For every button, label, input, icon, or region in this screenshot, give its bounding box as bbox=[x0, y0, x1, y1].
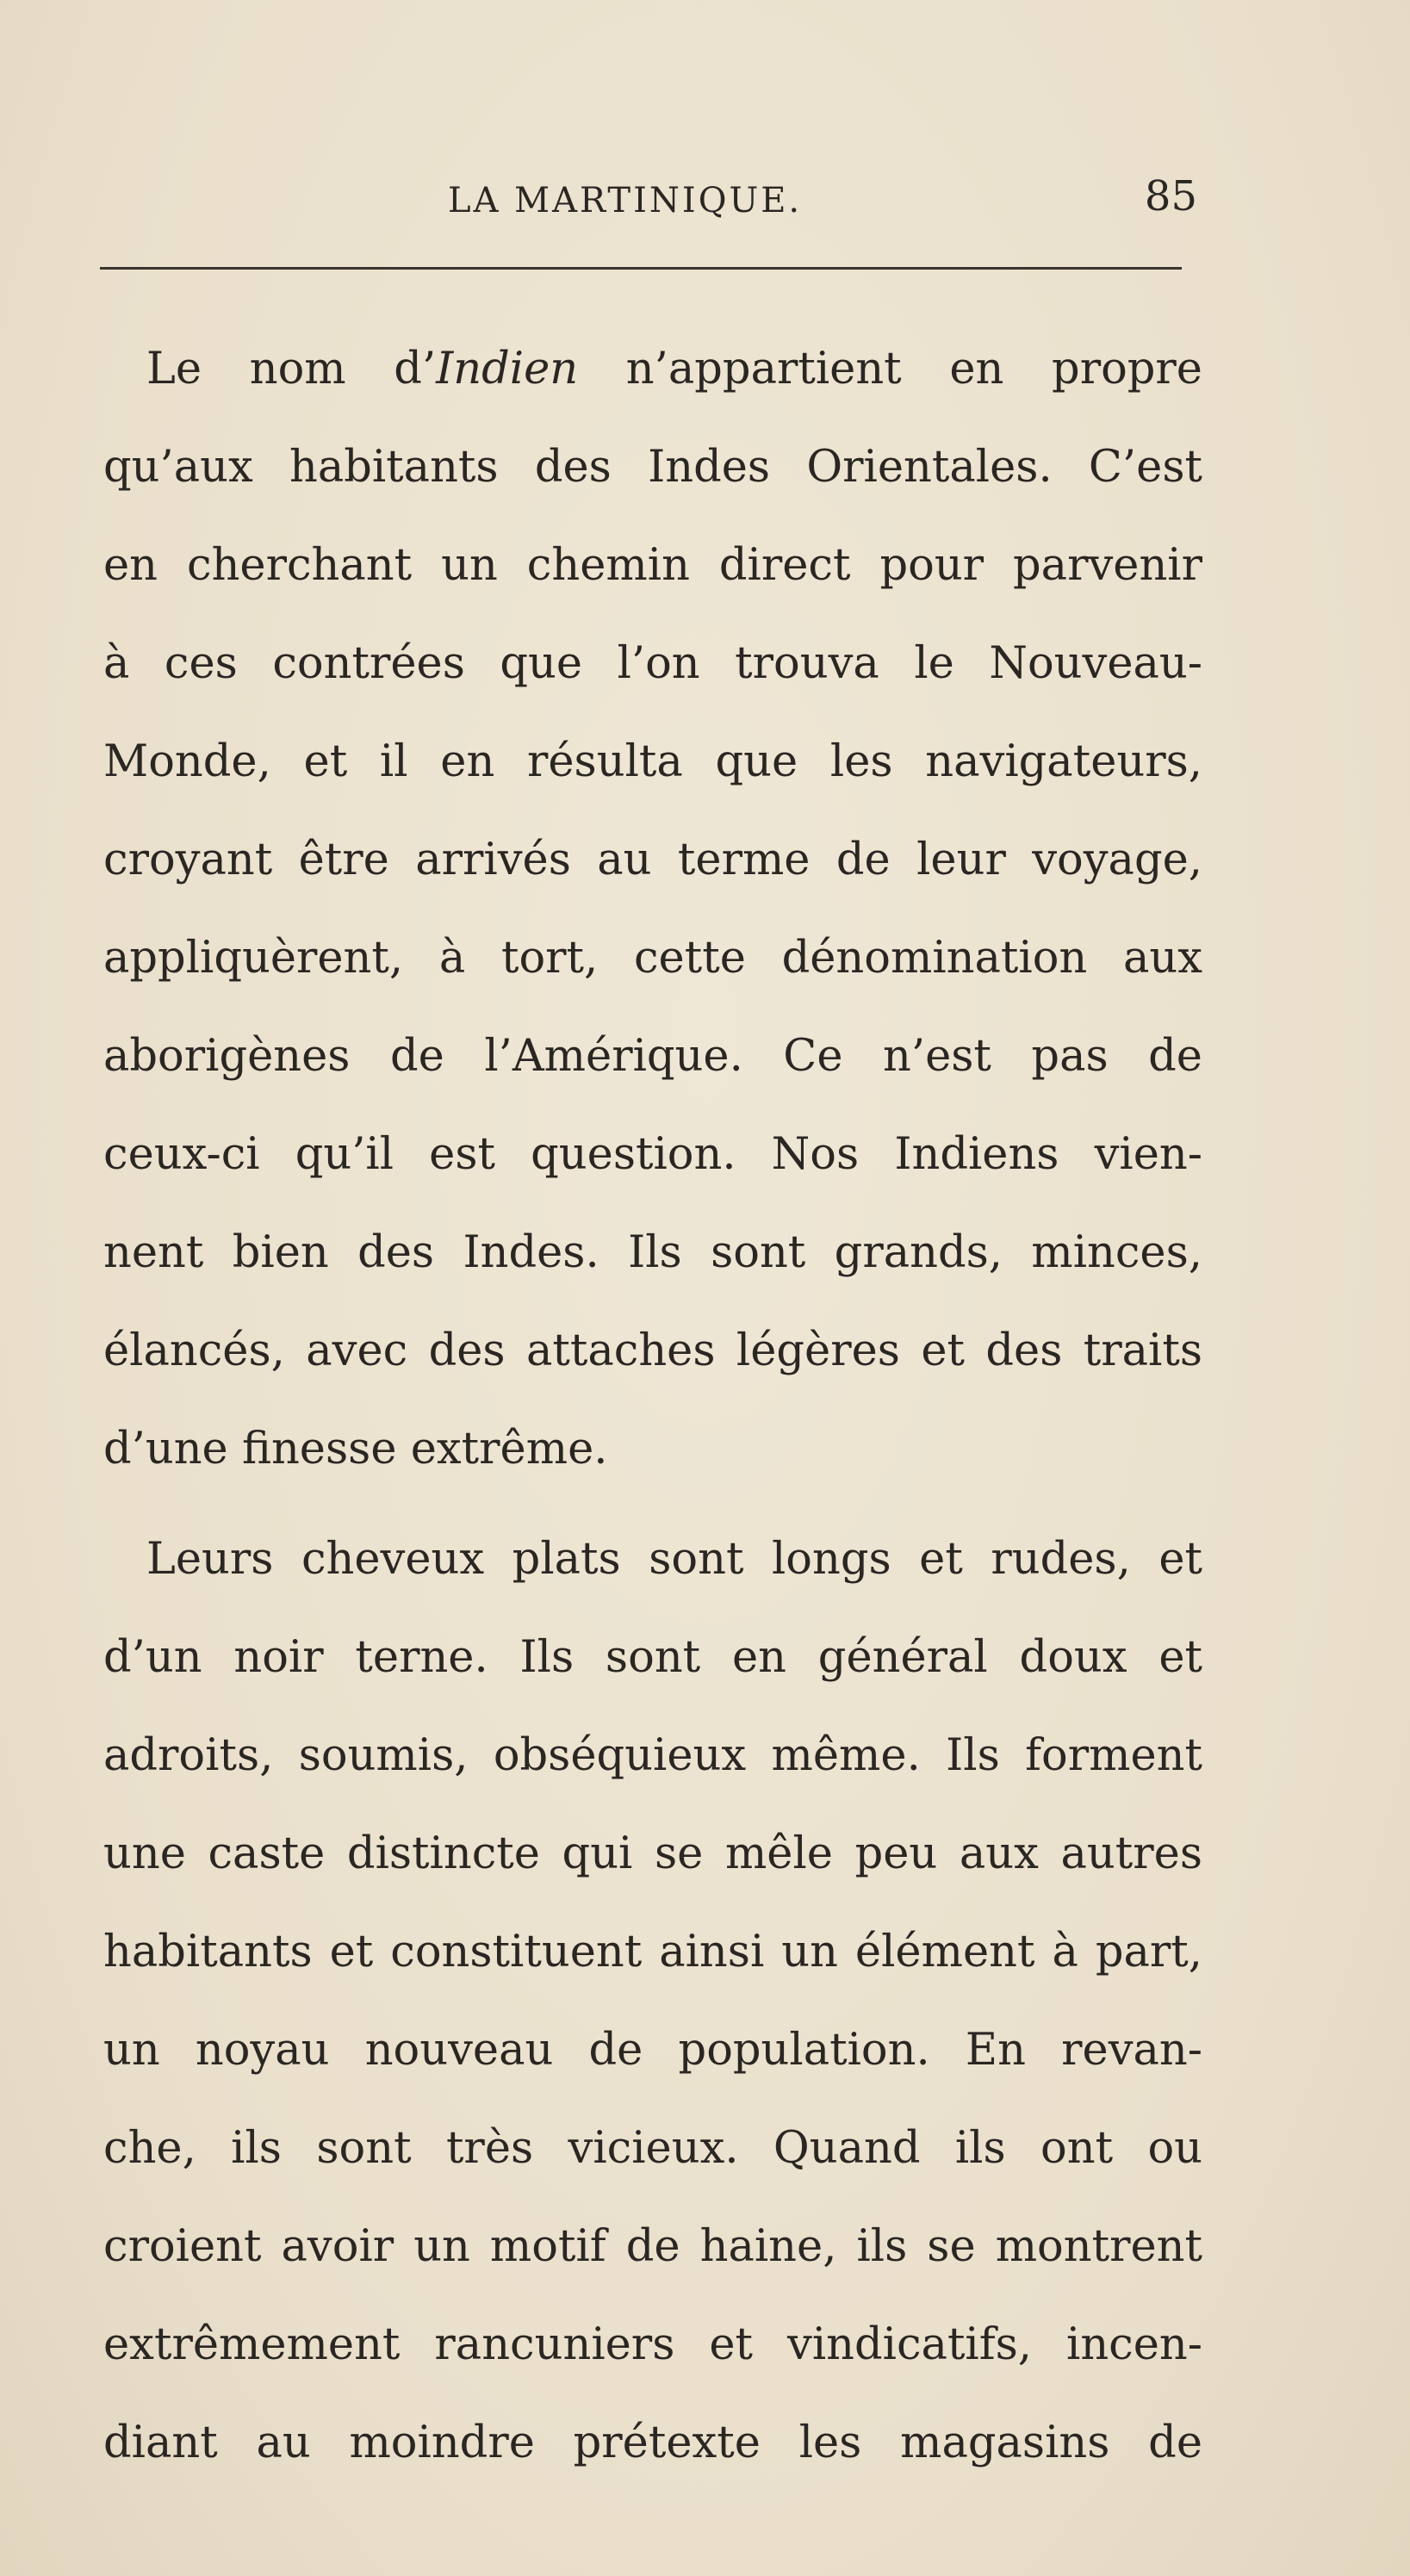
text-line: appliquèrent, à tort, cette dénomination aux bbox=[103, 933, 1202, 984]
text-line: Le nom d’Indien n’appartient en propre bbox=[146, 344, 1202, 394]
text-line: che, ils sont très vicieux. Quand ils ont ou bbox=[103, 2123, 1202, 2174]
body-text bbox=[103, 320, 1202, 2492]
text-line: aborigènes de l’Amérique. Ce n’est pas de bbox=[103, 1031, 1202, 1082]
paragraph-1 bbox=[103, 320, 1202, 1499]
text-line: à ces contrées que l’on trouva le Nouveau- bbox=[103, 638, 1202, 689]
text-line: Monde, et il en résulta que les navigateurs, bbox=[103, 736, 1202, 787]
text-line: élancés, avec des attaches légères et des traits bbox=[103, 1325, 1202, 1376]
text-line: extrêmement rancuniers et vindicatifs, incen- bbox=[103, 2319, 1202, 2370]
text-line: en cherchant un chemin direct pour parvenir bbox=[103, 540, 1202, 591]
text-line: un noyau nouveau de population. En revan- bbox=[103, 2025, 1202, 2076]
text-line: adroits, soumis, obséquieux même. Ils forment bbox=[103, 1730, 1202, 1781]
text-line: croyant être arrivés au terme de leur voyage, bbox=[103, 835, 1202, 885]
paragraph-2 bbox=[103, 1511, 1202, 2492]
text-line: d’une finesse extrême. bbox=[103, 1424, 608, 1474]
italic-word: Indien bbox=[436, 344, 579, 394]
text-line: d’un noir terne. Ils sont en général doux et bbox=[103, 1632, 1202, 1683]
text-line: ceux-ci qu’il est question. Nos Indiens vien- bbox=[103, 1129, 1202, 1180]
page-number: 85 bbox=[1144, 172, 1197, 220]
text-line: diant au moindre prétexte les magasins de bbox=[103, 2418, 1202, 2468]
running-head bbox=[103, 172, 1197, 224]
text-line: une caste distincte qui se mêle peu aux autres bbox=[103, 1828, 1202, 1879]
text-line: habitants et constituent ainsi un élément à part, bbox=[103, 1927, 1202, 1977]
running-title: LA MARTINIQUE. bbox=[448, 181, 803, 220]
text-line: croient avoir un motif de haine, ils se montrent bbox=[103, 2221, 1202, 2272]
header-rule bbox=[100, 267, 1182, 270]
text-line: qu’aux habitants des Indes Orientales. C’est bbox=[103, 442, 1202, 493]
text-line: Leurs cheveux plats sont longs et rudes, et bbox=[146, 1534, 1202, 1585]
text-line: nent bien des Indes. Ils sont grands, minces, bbox=[103, 1227, 1202, 1278]
